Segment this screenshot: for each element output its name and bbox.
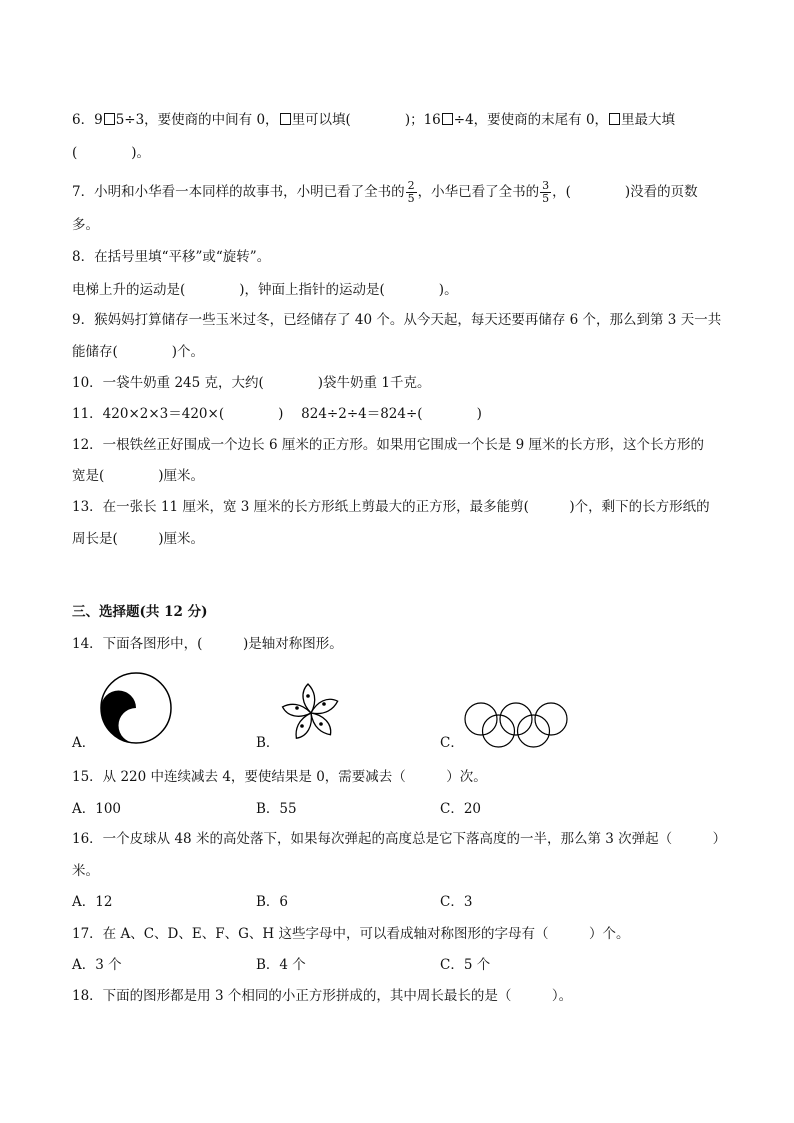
section-heading: 三、选择题(共 12 分) — [72, 604, 208, 620]
yin-yang-icon — [100, 672, 172, 744]
q7-text-b: ，小华已看了全书的 — [417, 184, 540, 200]
q17-option-c: C．5 个 — [440, 957, 491, 973]
q6-text-c: 里可以填( )；16 — [291, 112, 441, 128]
frac-numerator: 2 — [407, 179, 415, 192]
question-12-cont: 宽是( )厘米。 — [72, 468, 205, 484]
box-blank-icon — [609, 113, 620, 125]
q15-option-a: A．100 — [72, 801, 122, 817]
fraction-two-fifths — [406, 180, 417, 205]
question-10: 10．一袋牛奶重 245 克，大约( )袋牛奶重 1千克。 — [72, 375, 431, 391]
question-12: 12．一根铁丝正好围成一个边长 6 厘米的正方形。如果用它围成一个长是 9 厘米的长方形，这个长方形的 — [72, 437, 705, 453]
box-blank-icon — [104, 113, 115, 125]
q6-text-a: 6．9 — [72, 112, 103, 128]
question-13-cont: 周长是( )厘米。 — [72, 531, 205, 547]
q7-text-a: 7．小明和小华看一本同样的故事书，小明已看了全书的 — [72, 184, 405, 200]
q14-option-a: A． — [72, 735, 96, 751]
question-15: 15．从 220 中连续减去 4，要使结果是 0，需要减去（ ）次。 — [72, 769, 487, 785]
q16-option-b: B．6 — [256, 894, 289, 910]
q15-option-c: C．20 — [440, 801, 482, 817]
question-6-cont: ( )。 — [72, 145, 151, 161]
q14-option-b: B． — [256, 735, 280, 751]
q17-option-a: A．3 个 — [72, 957, 122, 973]
question-11: 11．420×2×3＝420×( ) 824÷2÷4＝824÷( ) — [72, 406, 482, 422]
fraction-three-fifths — [540, 180, 551, 205]
q15-option-b: B．55 — [256, 801, 297, 817]
q6-text-e: 里最大填 — [621, 112, 676, 128]
question-16-cont: 米。 — [72, 863, 99, 879]
question-8-cont: 电梯上升的运动是( )，钟面上指针的运动是( )。 — [72, 282, 458, 298]
question-7 — [72, 180, 698, 205]
question-17: 17．在 A、C、D、E、F、G、H 这些字母中，可以看成轴对称图形的字母有（ ）个。 — [72, 926, 630, 942]
box-blank-icon — [442, 113, 453, 125]
q6-text-d: ÷4，要使商的末尾有 0， — [453, 112, 609, 128]
q6-text-b: 5÷3，要使商的中间有 0， — [115, 112, 279, 128]
frac-denominator: 5 — [542, 192, 550, 205]
box-blank-icon — [280, 113, 291, 125]
frac-numerator: 3 — [542, 179, 550, 192]
q14-option-c: C． — [440, 735, 464, 751]
question-9: 9．猴妈妈打算储存一些玉米过冬，已经储存了 40 个。从今天起，每天还要再储存 6 个，那么到第 3 天一共 — [72, 312, 722, 328]
q7-text-c: ，( )没看的页数 — [552, 184, 698, 200]
question-6 — [72, 110, 675, 130]
question-18: 18．下面的图形都是用 3 个相同的小正方形拼成的，其中周长最长的是（ ）。 — [72, 988, 573, 1004]
q17-option-b: B．4 个 — [256, 957, 306, 973]
bauhinia-flower-icon — [278, 680, 344, 746]
question-9-cont: 能储存( )个。 — [72, 344, 205, 360]
q16-option-c: C．3 — [440, 894, 473, 910]
question-16: 16．一个皮球从 48 米的高处落下，如果每次弹起的高度总是它下落高度的一半，那么第 3 次弹起（ ） — [72, 831, 727, 847]
q16-option-a: A．12 — [72, 894, 113, 910]
question-13: 13．在一张长 11 厘米，宽 3 厘米的长方形纸上剪最大的正方形，最多能剪( )个，剩下的长方形纸的 — [72, 499, 710, 515]
frac-denominator: 5 — [407, 192, 415, 205]
question-14: 14．下面各图形中，( )是轴对称图形。 — [72, 636, 343, 652]
question-7-cont: 多。 — [72, 217, 99, 233]
olympic-rings-icon — [463, 701, 569, 749]
question-8: 8．在括号里填“平移”或“旋转”。 — [72, 249, 271, 265]
